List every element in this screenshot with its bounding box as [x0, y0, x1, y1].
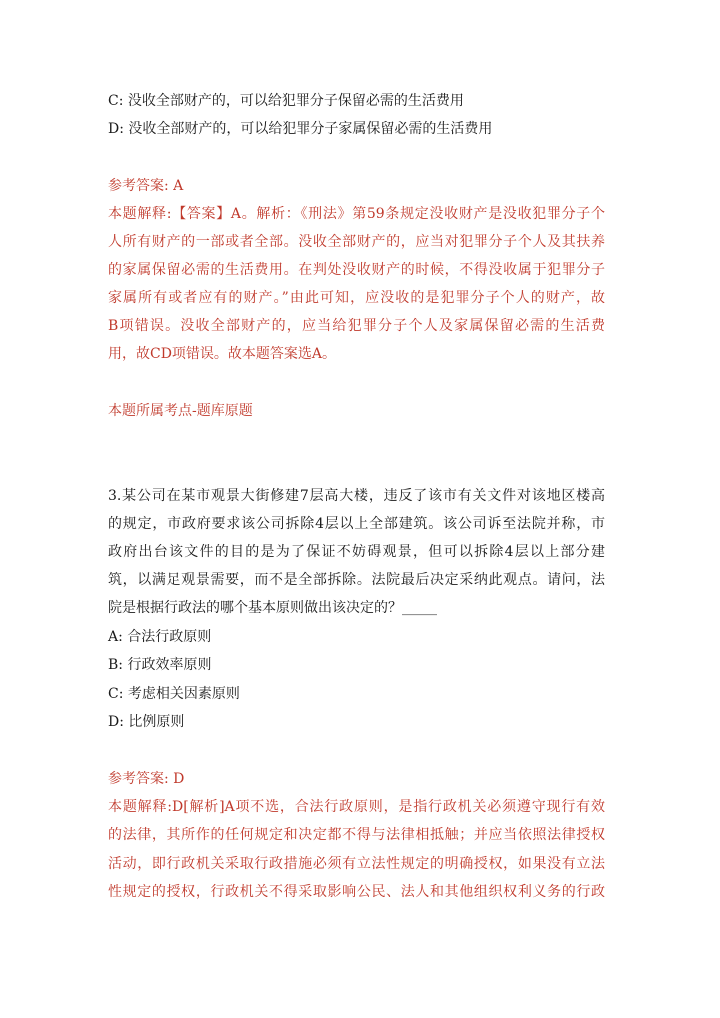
q2-option-d: D: 没收全部财产的，可以给犯罪分子家属保留必需的生活费用: [108, 121, 493, 137]
q3-explanation-line: 性规定的授权，行政机关不得采取影响公民、法人和其他组织权利义务的行政: [108, 884, 605, 900]
q2-explanation-line: 的家属保留必需的生活费用。在判处没收财产的时候，不得没收属于犯罪分子: [108, 262, 605, 278]
q3-explanation-line: 的法律，其所作的任何规定和决定都不得与法律相抵触；并应当依照法律授权: [108, 827, 605, 843]
q2-explanation-line: B项错误。没收全部财产的，应当给犯罪分子个人及家属保留必需的生活费: [108, 318, 605, 334]
q2-explanation-line: 本题解释:【答案】A。解析：《刑法》第59条规定没收财产是没收犯罪分子个: [108, 206, 605, 222]
q3-option-d: D: 比例原则: [108, 714, 185, 730]
q3-answer: 参考答案: D: [108, 771, 185, 787]
q3-stem-line: 的规定，市政府要求该公司拆除4层以上全部建筑。该公司诉至法院并称，市: [108, 516, 605, 532]
q3-stem-line: 院是根据行政法的哪个基本原则做出该决定的？_____: [108, 600, 437, 616]
q3-stem-line: 筑，以满足观景需要，而不是全部拆除。法院最后决定采纳此观点。请问，法: [108, 572, 605, 588]
q2-source-note: 本题所属考点-题库原题: [108, 403, 253, 419]
q3-explanation-line: 活动，即行政机关采取行政措施必须有立法性规定的明确授权，如果没有立法: [108, 856, 605, 872]
q3-option-b: B: 行政效率原则: [108, 657, 212, 673]
q3-option-c: C: 考虑相关因素原则: [108, 686, 240, 702]
q3-stem-line: 政府出台该文件的目的是为了保证不妨碍观景，但可以拆除4层以上部分建: [108, 544, 605, 560]
q3-stem-line: 3.某公司在某市观景大街修建7层高大楼，违反了该市有关文件对该地区楼高: [108, 488, 605, 504]
q3-explanation-line: 本题解释:D[解析]A项不选，合法行政原则，是指行政机关必须遵守现行有效: [108, 799, 605, 815]
q2-explanation-line: 用，故CD项错误。故本题答案选A。: [108, 346, 337, 362]
q2-option-c: C: 没收全部财产的，可以给犯罪分子保留必需的生活费用: [108, 93, 464, 109]
q3-option-a: A: 合法行政原则: [108, 629, 212, 645]
q2-explanation-line: 人所有财产的一部或者全部。没收全部财产的，应当对犯罪分子个人及其扶养: [108, 234, 605, 250]
q2-answer: 参考答案: A: [108, 178, 184, 194]
q2-explanation-line: 家属所有或者应有的财产。”由此可知，应没收的是犯罪分子个人的财产，故: [108, 290, 605, 306]
